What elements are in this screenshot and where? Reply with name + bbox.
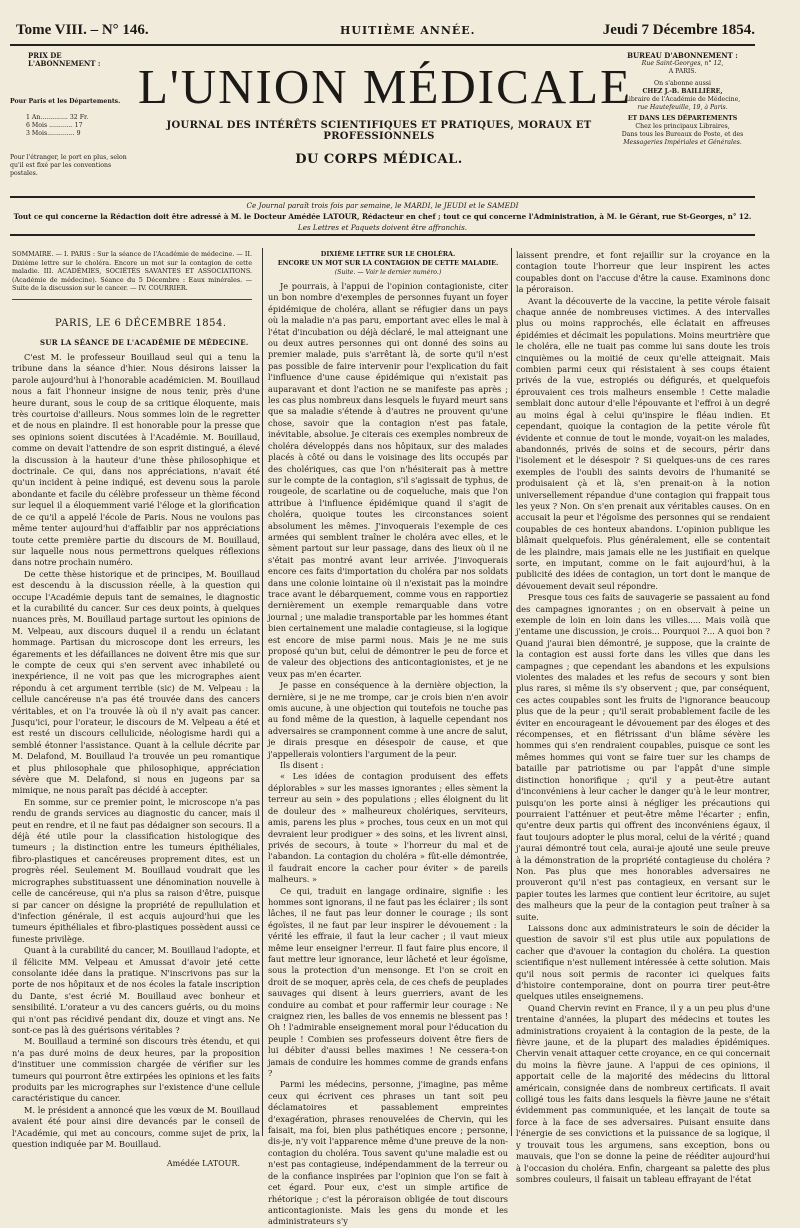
letter-title: DIXIÈME LETTRE SUR LE CHOLÉRA. xyxy=(320,250,456,258)
paragraph: Quant à la curabilité du cancer, M. Bouillaud l'adopte, et il félicite MM. Velpeau et Amussat d'avoir jeté cette consolante idée dans la pratique. N'inscrivons pas sur la porte de nos hôpitaux et de nos écoles la fatale inscription du Dante, s'est écrié M. Bouillaud avec bonheur et sensibilité. L'orateur a vu des cancers guéris, ou du moins qui n'ont pas récidivé pendant dix, douze et vingt ans. Ne sont-ce pas là des guérisons véritables ? xyxy=(12,945,260,1035)
paragraph: laissent prendre, et font rejaillir sur la croyance en la contagion toute l'horreur que leur inspirent les actes coupables dont on l'accuse d'être la cause. Examinons donc la péroraison. xyxy=(516,250,770,295)
column-divider xyxy=(262,248,263,1136)
subscription-bureau xyxy=(610,46,755,147)
dateline: PARIS, LE 6 DÉCEMBRE 1854. xyxy=(55,318,227,329)
paragraph: « Les idées de contagion produisent des effets déplorables » sur les masses ignorantes ; elles sèment la terreur au sein » des populations ; elles éloignent du lit de douleur des » malheureux cholériques, serviteurs, amis, parens les plus » proches, tous ceux en un mot qui devraient leur prodiguer » des soins, et les livrent ainsi, privés de secours, à toute » l'horreur du mal et de l'abandon. La contagion du choléra » fût-elle démontrée, il faudrait encore la cacher pour éviter » de pareils malheurs. » xyxy=(268,771,508,885)
paragraph: M. le président a annoncé que les vœux de M. Bouillaud avaient été pour ainsi dire devancés par le conseil de l'Académie, qui met au concours, comme sujet de prix, la question indiquée par M. Bouillaud. xyxy=(12,1104,260,1150)
column-divider xyxy=(511,248,512,1136)
letter-note: (Suite. — Voir le dernier numéro.) xyxy=(334,269,442,276)
summary: SOMMAIRE. — I. PARIS : Sur la séance de l'Académie de médecine. — II. Dixième lettre sur le choléra. Encore un mot sur la contagion de cette maladie. III. ACADÉMIES, SOCIÉTÉS SAVANTES ET ASSOCIATIONS. (Académie de médecine). Séance du 5 Décembre : Eaux minérales. — Suite de la discussion sur le cancer. — IV. COURRIER. xyxy=(12,250,252,300)
bureau-line: Chez les principaux Libraires, xyxy=(635,123,730,130)
masthead-area xyxy=(10,46,755,194)
bureau-line: On s'abonne aussi xyxy=(654,80,711,87)
bureau-line: ET DANS LES DÉPARTEMENTS xyxy=(627,115,738,122)
column-3 xyxy=(516,250,770,1185)
bureau-city: A PARIS. xyxy=(668,68,697,75)
paragraph: Quand Chervin revint en France, il y a un peu plus d'une trentaine d'années, la plupart des médecins et toutes les administrations croyaient à la contagion de la peste, de la fièvre jaune, et de la plupart des maladies épidémiques. Chervin venait attaquer cette croyance, en ce qui concernait du moins la fièvre jaune. A l'appui de ces opinions, il apportait celle de la majorité des médecins du littoral américain, consignée dans de nombreux certificats. Il avait colligé tous les faits dans lesquels la fièvre jaune ne s'était évidemment pas communiquée, et les lançait de toute sa force à la face de ses adversaires. Puisant ensuite dans l'énergie de ses convictions et la puissance de sa logique, il y trouvait tous les argumens, sans exception, bons ou mauvais, que l'on se donne la peine de rééditer aujourd'hui à l'occasion du choléra. Enfin, chargeant sa palette des plus sombres couleurs, il faisait un tableau effrayant de l'état xyxy=(516,1002,770,1184)
price-row: 1 An.............. 32 Fr. xyxy=(26,114,89,121)
column-2 xyxy=(268,250,508,1228)
bureau-title: BUREAU D'ABONNEMENT : xyxy=(627,51,738,60)
masthead xyxy=(138,59,633,167)
price-row: 6 Mois ............ 17 xyxy=(26,122,83,129)
bureau-line: Libraire de l'Académie de Médecine, xyxy=(624,96,741,103)
newspaper-subtitle: JOURNAL DES INTÉRÊTS SCIENTIFIQUES ET PRATIQUES, MORAUX ET PROFESSIONNELS xyxy=(166,120,592,142)
prices-title: PRIX DE L'ABONNEMENT : xyxy=(28,51,101,68)
top-line xyxy=(10,20,755,46)
info-line: Ce Journal paraît trois fois par semaine, le MARDI, le JEUDI et le SAMEDI xyxy=(246,201,519,210)
column-1 xyxy=(12,352,260,1170)
bureau-line: rue Hautefeuille, 19, à Paris. xyxy=(637,104,728,111)
letter-subtitle: ENCORE UN MOT SUR LA CONTAGION DE CETTE MALADIE. xyxy=(277,259,499,267)
subscription-prices xyxy=(10,46,130,178)
publication-info xyxy=(10,196,755,236)
paragraph: De cette thèse historique et de principes, M. Bouillaud est descendu à la discussion réelle, à la question qui occupe l'Académie depuis tant de semaines, le diagnostic et la curabilité du cancer. Sur ces deux points, à quelques nuances près, M. Bouillaud partage surtout les opinions de M. Velpeau, aux discours duquel il a rendu un éclatant hommage. Partisan du microscope dont les erreurs, les égarements et les défaillances ne doivent être mis que sur le compte de ceux qui s'en servent avec inhabileté ou inexpérience, il ne voit pas que les micrographes aient répondu à cet argument terrible (sic) de M. Velpeau : la cellule cancéreuse n'a pas été trouvée dans des cancers véritables, et on l'a trouvée là où il n'y avait pas cancer. Jusqu'ici, pour l'orateur, le discours de M. Velpeau a été et est resté un discours cellulicide, néologisme hardi qui a semblé étonner l'assistance. Quant à la cellule décrite par M. Delafond, M. Bouillaud l'a trouvée un peu romantique et plus philosophale que philosophique, appréciation sévère que M. Delafond, si nous en jugeons par sa mimique, ne nous paraît pas décidé à accepter. xyxy=(12,568,260,796)
bureau-address: Rue Saint-Georges, n° 12, xyxy=(641,60,724,67)
paragraph: M. Bouillaud a terminé son discours très étendu, et qui n'a pas duré moins de deux heures, par la proposition d'instituer une commission chargée de vérifier sur les tumeurs qui pourront être extirpées les opinions et les faits produits par les micrographes sur l'existence d'une cellule caractéristique du cancer. xyxy=(12,1036,260,1104)
paragraph: C'est M. le professeur Bouillaud seul qui a tenu la tribune dans la séance d'hier. Nous désirons laisser la parole aujourd'hui à l'honorable académicien. M. Bouillaud nous a fait l'honneur insigne de nous tenir, près d'une heure durant, sous le coup de sa critique éloquente, mais très courtoise d'ailleurs. Nous sommes loin de le regretter et de nous en plaindre. Il est honorable pour la presse que ses opinions soient discutées à l'Académie. M. Bouillaud, comme on devait l'attendre de son esprit distingué, a élevé la discussion à la hauteur d'une thèse philosophique et doctrinale. Ce qui, dans nos appréciations, n'avait été qu'un incident à peine indiqué, est devenu sous la parole abondante et facile du célèbre professeur un thème fécond sur lequel il a éloquemment varié l'éloge et la glorification de ce qu'il a appelé l'école de Paris. Nous ne voulons pas même tenter aujourd'hui d'affaiblir par nos appréciations toute cette première partie du discours de M. Bouillaud, sur laquelle nous nous permettrons quelques réflexions dans notre prochain numéro. xyxy=(12,352,260,568)
price-row: 3 Mois.............. 9 xyxy=(26,130,81,137)
paragraph: Laissons donc aux administrateurs le soin de décider la question de savoir s'il est plus utile aux populations de cacher que d'avouer la contagion du choléra. La question scientifique n'est nullement intéressée à cette solution. Mais qu'il nous soit permis de raconter ici quelques faits d'histoire contemporaine, dont on pourra tirer peut-être quelques utiles enseignemens. xyxy=(516,922,770,1002)
info-line: Tout ce qui concerne la Rédaction doit être adressé à M. le Docteur Amédée LATOUR, Rédacteur en chef ; tout ce qui concerne l'Administration, à M. le Gérant, rue St-Georges, n° 12. xyxy=(13,212,752,221)
prices-region: Pour Paris et les Départements. xyxy=(10,98,121,105)
signature: Amédée LATOUR. xyxy=(166,1159,240,1169)
paragraph: Ce qui, traduit en langage ordinaire, signifie : les hommes sont ignorans, il ne faut pas les éclairer ; ils sont lâches, il ne faut pas leur donner le courage ; ils sont égoïstes, il ne faut par leur inspirer le dévouement : la vérité les effraie, il faut la leur cacher ; il vaut mieux même leur enseigner l'erreur. Il faut faire plus encore, il faut mettre leur ignorance, leur lâcheté et leur égoïsme, sous la protection d'un mensonge. Et l'on se croit en droit de se moquer, après cela, de ces chefs de peuplades sauvages qui disent à leurs guerriers, avant de les conduire au combat et pour raffermir leur courage : Ne craignez rien, les balles de vos ennemis ne blessent pas ! Oh ! l'admirable enseignement moral pour l'éducation du peuple ! Combien ses professeurs doivent être fiers de lui débiter d'aussi belles maximes ! Ne cessera-t-on jamais de conduire les hommes comme de grands enfans ? xyxy=(268,885,508,1079)
paragraph: En somme, sur ce premier point, le microscope n'a pas rendu de grands services au diagnostic du cancer, mais il peut en rendre, et il ne faut pas dédaigner son secours. Il a déjà été utile pour la classification histologique des tumeurs ; la distinction entre les tumeurs épithéliales, fibro-plastiques et cancéreuses proprement dites, est un progrès réel. Seulement M. Bouillaud voudrait que les micrographes substituassent une dénomination nouvelle à celle de cancéreuse, qui n'a plus sa raison d'être, puisque si par cancer on désigne la propriété de repullulation et d'infection générale, il est acquis aujourd'hui que les tumeurs épithéliales et fibro-plastiques possèdent aussi ce funeste privilège. xyxy=(12,796,260,944)
section-title: SUR LA SÉANCE DE L'ACADÉMIE DE MÉDECINE. xyxy=(40,338,249,347)
newspaper-subtitle-2: DU CORPS MÉDICAL. xyxy=(295,152,463,167)
bureau-line: Dans tous les Bureaux de Poste, et des xyxy=(621,131,744,138)
paragraph: Presque tous ces faits de sauvagerie se passaient au fond des campagnes ignorantes ; on en observait à peine un exemple de loin en loin dans les villes..... Mais voilà que j'entame une discussion, je crois... Pourquoi ?... A quoi bon ? Quand j'aurai bien démontré, je suppose, que la crainte de la contagion est aussi forte dans les villes que dans les campagnes ; que cependant les abandons et les expulsions violentes des malades et les refus de secours y sont bien plus rares, si même ils s'y observent ; que, par conséquent, ces actes coupables sont les fruits de l'ignorance beaucoup plus que de la peur ; qu'il serait probablement facile de les éviter en encourageant le dévouement par des éloges et des récompenses, et en flétrissant d'un blâme sévère les hommes qui s'en rendraient coupables, puisque ce sont les mêmes hommes qui vont se faire tuer sur les champs de bataille par patriotisme ou par l'appât d'une simple distinction honorifique ; qu'il y a peut-être autant d'inconvéniens à leur cacher le danger qu'à le leur montrer, puisqu'on les porte ainsi à négliger les précautions qui pourraient l'atténuer et peut-être même l'écarter ; enfin, qu'entre deux partis qui offrent des inconvéniens égaux, il faut toujours adopter le plus moral, celui de la vérité ; quand j'aurai démontré tout cela, aurai-je ajouté une seule preuve à la démonstration de la propriété contagieuse du choléra ? Non. Pas plus que mes honorables adversaires ne prouveront qu'il n'est pas contagieux, en versant sur le papier toutes les larmes que contient leur écritoire, au sujet des malheurs que la peur de la contagion peut traîner à sa suite. xyxy=(516,592,770,922)
paragraph: Je passe en conséquence à la dernière objection, la dernière, si je ne me trompe, car je crois bien n'en avoir omis aucune, à une objection qui toutefois ne touche pas au fond même de la question, à laquelle cependant nos adversaires se cramponnent comme à une ancre de salut, je dirais presque en désespoir de cause, et que j'appellerais volontiers l'argument de la peur. xyxy=(268,680,508,759)
paragraph: Je pourrais, à l'appui de l'opinion contagioniste, citer un bon nombre d'exemples de personnes fuyant un foyer épidémique de choléra, allant se réfugier dans un pays où la maladie n'a pas paru, emportant avec elles le mal à l'état d'incubation ou déjà déclaré, le mal atteignant une ou deux autres personnes qui ont donné des soins au premier malade, puis s'arrêtant là, de sorte qu'il n'est pas possible de faire intervenir pour l'explication du fait l'influence d'une cause épidémique qui n'existait pas auparavant et dont l'action ne se manifeste pas après ; les cas plus nombreux dans lesquels le fuyard meurt sans que sa maladie s'étende à d'autres ne prouvent qu'une chose, savoir que la contagion n'est pas fatale, inévitable, absolue. Je citerais ces exemples nombreux de choléra développés dans nos hôpitaux, sur des malades placés à côté ou dans le voisinage des lits occupés par des cholériques, cas que l'on n'hésiterait pas à mettre sur le compte de la contagion, s'il s'agissait de typhus, de rougeole, de scarlatine ou de coqueluche, mais que l'on attribue à l'influence épidémique quand il s'agit de choléra, quoique toutes les circonstances soient absolument les mêmes. J'invoquerais l'exemple de ces armées qui semblent traîner le choléra avec elles, et le sèment partout sur leur passage, dans des lieux où il ne s'était pas montré avant leur arrivée. J'invoquerais encore ces faits d'importation du choléra par nos soldats dans une colonie lointaine où il n'existait pas la moindre trace avant le débarquement, comme vous en rapportiez dernièrement un exemple remarquable dans votre journal ; une maladie transportable par les hommes étant bien certainement une maladie contagieuse, si la logique est encore de mise parmi nous. Mais je ne me suis proposé qu'un but, celui de démontrer le peu de force et de valeur des objections des anticontagionistes, et je ne veux pas m'en écarter. xyxy=(268,281,508,679)
paragraph: Avant la découverte de la vaccine, la petite vérole faisait chaque année de nombreuses victimes. A des intervalles plus ou moins rapprochés, elle éclatait en affreuses épidémies et décimait les populations. Moins meurtrière que le choléra, elle ne tuait pas comme lui sans doute les trois cinquièmes ou la moitié de ceux qu'elle atteignait. Mais combien parmi ceux qui résistaient à ses coups étaient privés de la vue, estropiés ou défigurés, et quelquefois éprouvaient ces trois malheurs ensemble ! Cette maladie semblait donc autour d'elle l'épouvante et l'effroi à un degré au moins égal à celui qu'inspire le fléau indien. Et cependant, quoique la contagion de la petite vérole fût évidente et connue de tout le monde, voyait-on les malades, abandonnés, privés de soins et de secours, périr dans l'isolement et le désespoir ? Si quelques-uns de ces rares exemples de l'oubli des saints devoirs de l'humanité se produisaient çà et là, s'en prenait-on à la notion universellement répandue d'une contagion qui frappait tous les yeux ? Non. On s'en prenait aux véritables causes. On en accusait la peur et l'égoïsme des personnes qui se rendaient coupables de ces honteux abandons. L'opinion publique les blâmait quelquefois. Plus généralement, elle se contentait de les plaindre, mais jamais elle ne les justifiait en quelque sorte, en imputant, comme on le fait aujourd'hui, à la publicité des idées de contagion, un tort dont le manque de dévouement devait seul répondre. xyxy=(516,295,770,591)
year-label: HUITIÈME ANNÉE. xyxy=(340,24,476,37)
tome-number: Tome VIII. – N° 146. xyxy=(16,22,149,38)
info-line: Les Lettres et Paquets doivent être affranchis. xyxy=(297,223,468,232)
bureau-line: CHEZ J.-B. BAILLIÈRE, xyxy=(642,88,723,95)
paragraph: Ils disent : xyxy=(280,760,324,771)
bureau-line: Messageries Impériales et Générales. xyxy=(623,139,742,146)
issue-date: Jeudi 7 Décembre 1854. xyxy=(602,22,755,38)
newspaper-title: L'UNION MÉDICALE xyxy=(138,59,633,114)
paragraph: Parmi les médecins, personne, j'imagine, pas même ceux qui écrivent ces phrases un tant soit peu déclamatoires et passablement empreintes d'exagération, phrases renouvelées de Chervin, qui les faisait, ma foi, bien plus pathétiques encore ; personne, dis-je, n'y voit l'apparence même d'une preuve de la non-contagion du choléra. Tous savent qu'une maladie est ou n'est pas contagieuse, indépendamment de la terreur ou de la confiance inspirées par l'opinion que l'on se fait à cet égard. Pour eux, c'est un simple artifice de rhétorique ; c'est la péroraison obligée de tout discours anticontagioniste. Mais les gens du monde et les administrateurs s'y xyxy=(268,1079,508,1227)
foreign-note: Pour l'étranger, le port en plus, selon qu'il est fixé par les conventions postales. xyxy=(10,154,127,177)
